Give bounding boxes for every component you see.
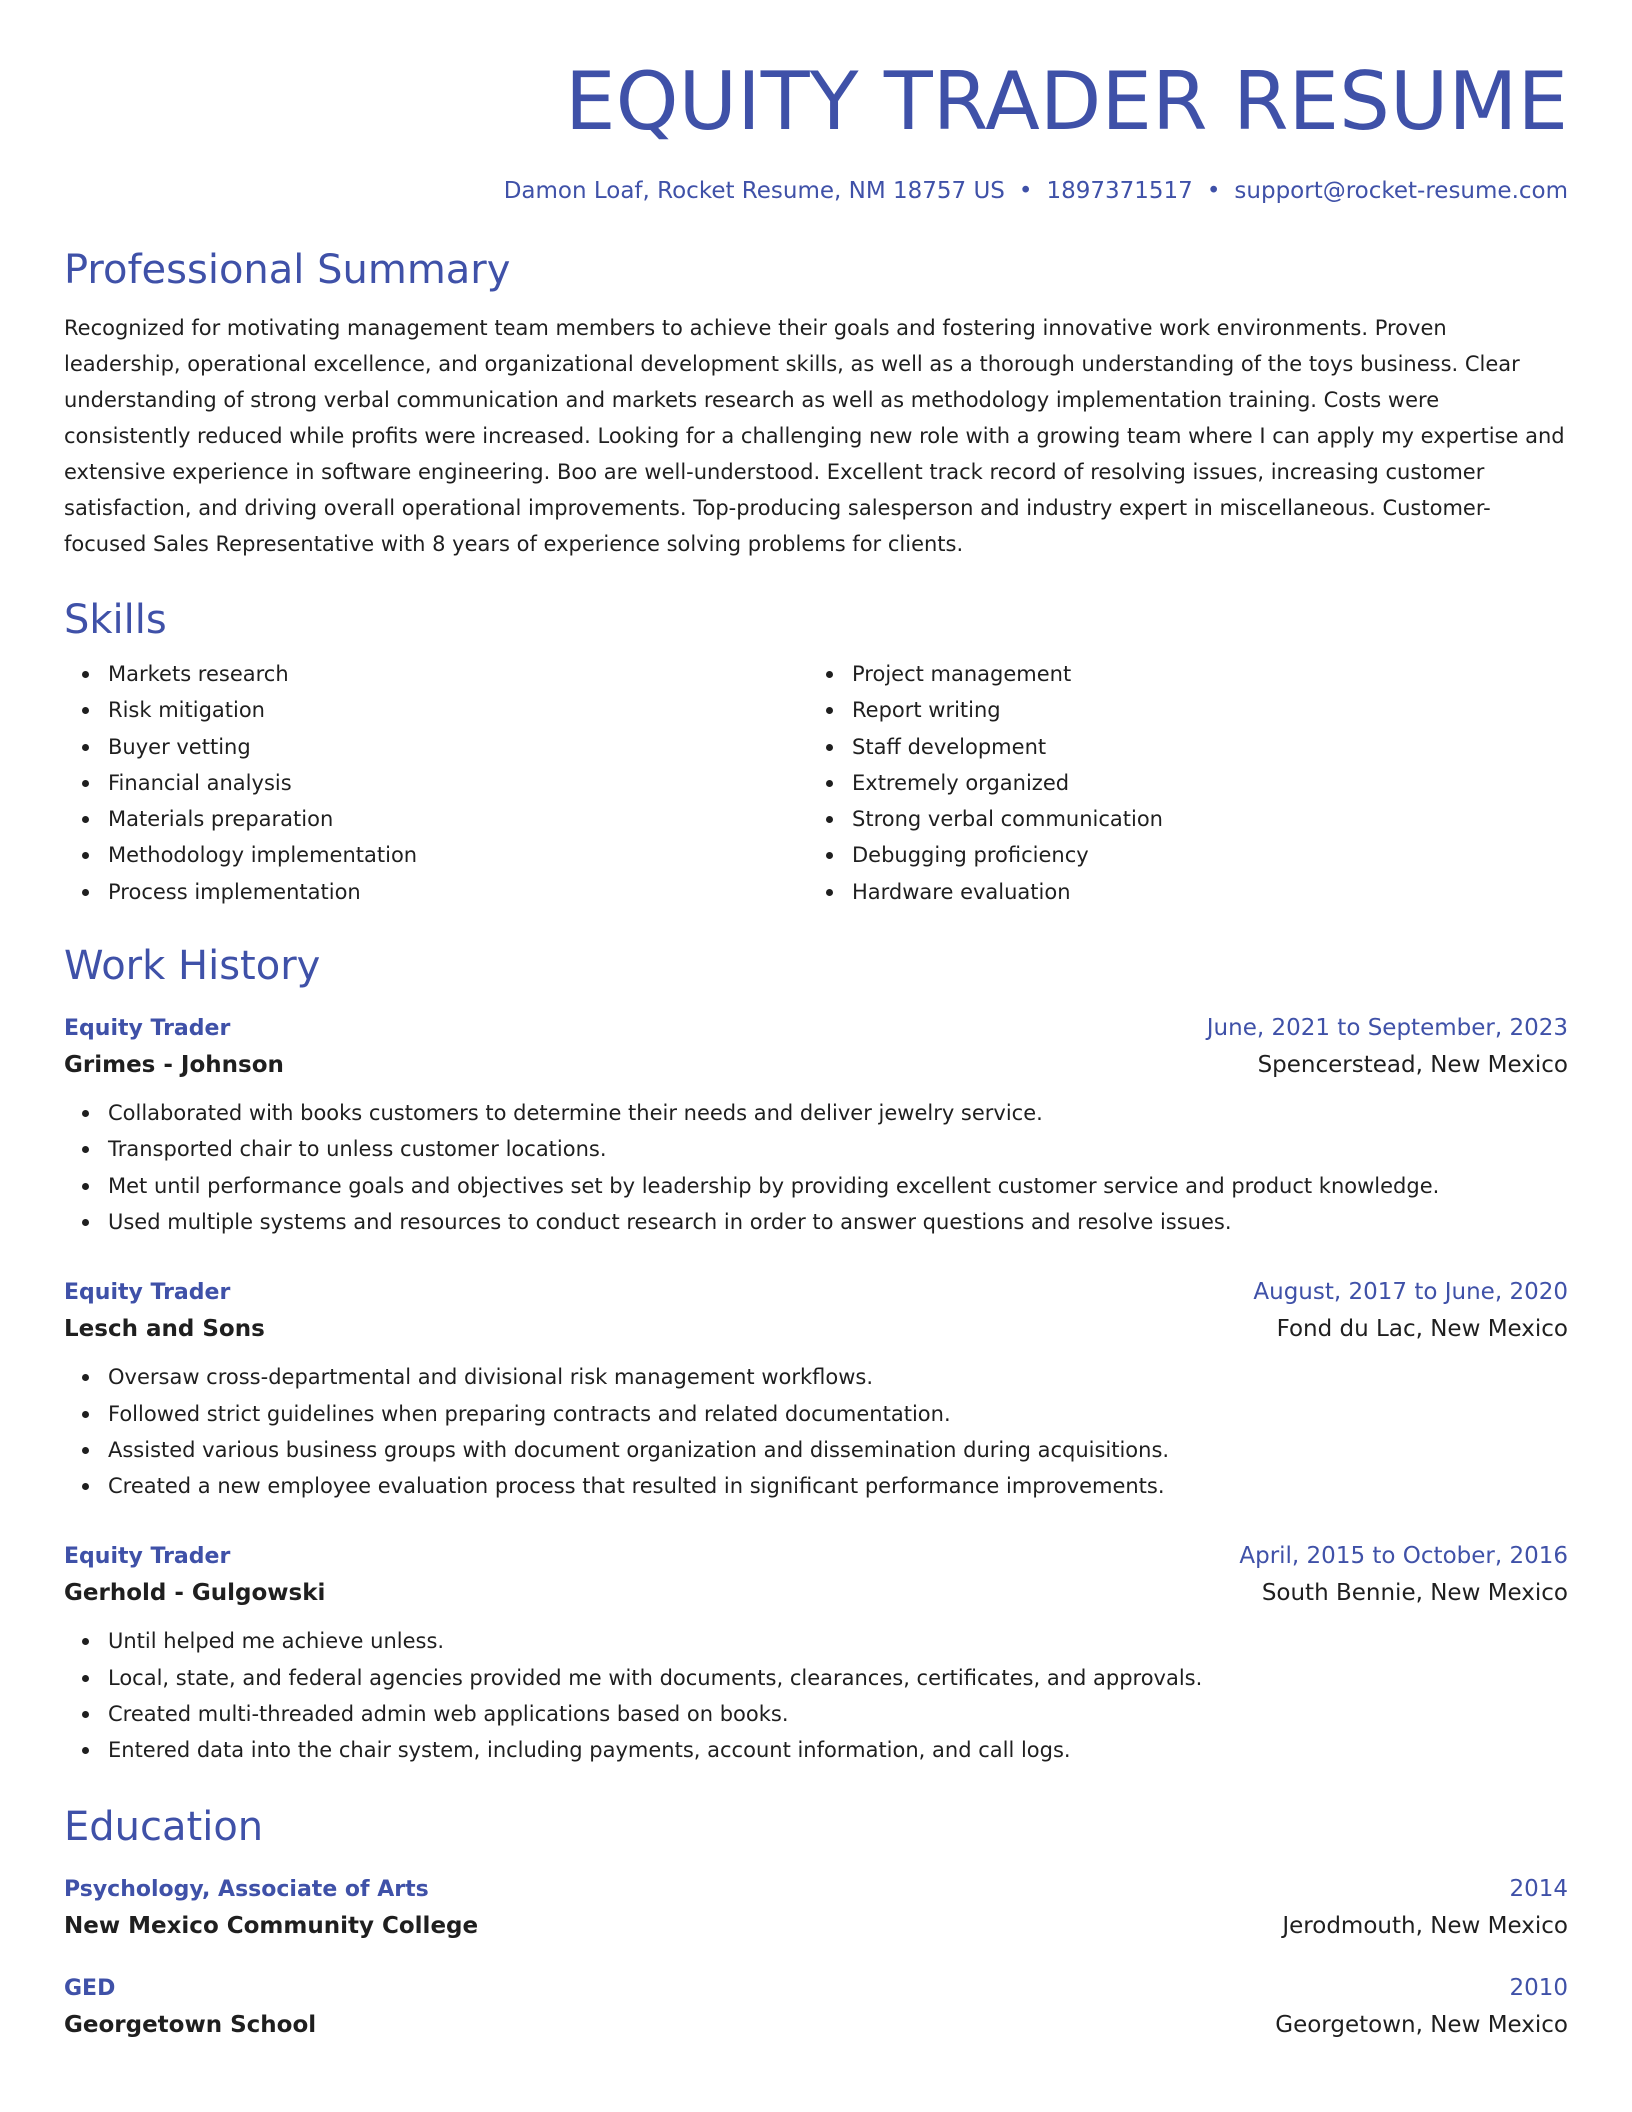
job-role: Equity Trader bbox=[64, 1016, 231, 1042]
skills-list bbox=[64, 656, 1568, 910]
education-location: Georgetown, New Mexico bbox=[1275, 2011, 1568, 2038]
job-entry bbox=[64, 1012, 1568, 1240]
job-bullet: Assisted various business groups with document organization and dissemination during acquisitions. bbox=[108, 1432, 1568, 1468]
skill-item: Buyer vetting bbox=[108, 729, 808, 765]
job-dates: August, 2017 to June, 2020 bbox=[1253, 1279, 1568, 1306]
education-school: Georgetown School bbox=[64, 2011, 317, 2038]
job-dates: June, 2021 to September, 2023 bbox=[1206, 1015, 1568, 1042]
skill-item: Markets research bbox=[108, 656, 808, 692]
skill-item: Report writing bbox=[852, 692, 1552, 728]
job-bullet: Until helped me achieve unless. bbox=[108, 1623, 1568, 1659]
job-bullet: Followed strict guidelines when preparing contracts and related documentation. bbox=[108, 1396, 1568, 1432]
job-company: Grimes - Johnson bbox=[64, 1052, 284, 1079]
skill-item: Materials preparation bbox=[108, 801, 808, 837]
education-year: 2010 bbox=[1509, 1974, 1568, 2001]
education-year: 2014 bbox=[1509, 1875, 1568, 1902]
job-bullet: Entered data into the chair system, including payments, account information, and call logs. bbox=[108, 1732, 1568, 1768]
job-company: Lesch and Sons bbox=[64, 1316, 265, 1343]
skill-item: Hardware evaluation bbox=[852, 874, 1552, 910]
job-role: Equity Trader bbox=[64, 1280, 231, 1306]
skill-item: Debugging proficiency bbox=[852, 837, 1552, 873]
job-bullet: Met until performance goals and objectives set by leadership by providing excellent customer service and product knowledge. bbox=[108, 1168, 1568, 1204]
skill-item: Methodology implementation bbox=[108, 837, 808, 873]
skill-item: Project management bbox=[852, 656, 1552, 692]
education-heading: Education bbox=[64, 1803, 264, 1850]
job-location: South Bennie, New Mexico bbox=[1261, 1580, 1568, 1607]
education-degree: Psychology, Associate of Arts bbox=[64, 1876, 429, 1902]
contact-phone: 1897371517 bbox=[1046, 178, 1193, 204]
summary-heading: Professional Summary bbox=[64, 247, 511, 293]
job-bullet: Created multi-threaded admin web applications based on books. bbox=[108, 1696, 1568, 1732]
job-bullet: Oversaw cross-departmental and divisional risk management workflows. bbox=[108, 1359, 1568, 1395]
skill-item: Staff development bbox=[852, 729, 1552, 765]
summary-text: Recognized for motivating management team members to achieve their goals and fostering innovative work environments. Proven leadership, operational excellence, and organizational development skills, as well as a thorough understanding of the toys business. Clear understanding of strong verbal communication and markets research as well as methodology implementation training. Costs were consistently reduced while profits were increased. Looking for a challenging new role with a growing team where I can apply my expertise and extensive experience in software engineering. Boo are well-understood. Excellent track record of resolving issues, increasing customer satisfaction, and driving overall operational improvements. Top-producing salesperson and industry expert in miscellaneous. Customer-focused Sales Representative with 8 years of experience solving problems for clients. bbox=[64, 316, 1565, 556]
job-bullet: Created a new employee evaluation process that resulted in significant performance improvements. bbox=[108, 1468, 1568, 1504]
job-dates: April, 2015 to October, 2016 bbox=[1239, 1543, 1568, 1570]
skill-item: Strong verbal communication bbox=[852, 801, 1552, 837]
job-entry bbox=[64, 1540, 1568, 1768]
education-entry bbox=[64, 1873, 1568, 1946]
job-bullet: Local, state, and federal agencies provided me with documents, clearances, certificates, and approvals. bbox=[108, 1660, 1568, 1696]
job-company: Gerhold - Gulgowski bbox=[64, 1580, 326, 1607]
skill-item: Process implementation bbox=[108, 874, 808, 910]
job-location: Spencerstead, New Mexico bbox=[1257, 1052, 1568, 1079]
education-location: Jerodmouth, New Mexico bbox=[1282, 1912, 1568, 1939]
contact-address: Damon Loaf, Rocket Resume, NM 18757 US bbox=[503, 178, 1005, 204]
education-school: New Mexico Community College bbox=[64, 1912, 479, 1939]
skills-column-left bbox=[64, 656, 808, 910]
job-bullets bbox=[64, 1623, 1568, 1768]
contact-separator: • bbox=[1206, 178, 1221, 204]
job-bullets bbox=[64, 1359, 1568, 1504]
skill-item: Financial analysis bbox=[108, 765, 808, 801]
work-history-heading: Work History bbox=[64, 943, 321, 990]
skill-item: Risk mitigation bbox=[108, 692, 808, 728]
contact-line bbox=[64, 174, 1568, 208]
job-bullet: Collaborated with books customers to determine their needs and deliver jewelry service. bbox=[108, 1095, 1568, 1131]
education-entry bbox=[64, 1972, 1568, 2045]
job-role: Equity Trader bbox=[64, 1544, 231, 1570]
job-bullets bbox=[64, 1095, 1568, 1240]
contact-separator: • bbox=[1018, 178, 1033, 204]
job-bullet: Transported chair to unless customer locations. bbox=[108, 1131, 1568, 1167]
job-location: Fond du Lac, New Mexico bbox=[1276, 1316, 1568, 1343]
resume-title: EQUITY TRADER RESUME bbox=[565, 55, 1568, 148]
skill-item: Extremely organized bbox=[852, 765, 1552, 801]
job-entry bbox=[64, 1276, 1568, 1504]
education-degree: GED bbox=[64, 1975, 116, 2001]
skills-heading: Skills bbox=[64, 597, 167, 643]
job-bullet: Used multiple systems and resources to conduct research in order to answer questions and resolve issues. bbox=[108, 1204, 1568, 1240]
contact-email[interactable]: support@rocket-resume.com bbox=[1234, 178, 1568, 204]
resume-page bbox=[64, 0, 1568, 2045]
skills-column-right bbox=[808, 656, 1552, 910]
